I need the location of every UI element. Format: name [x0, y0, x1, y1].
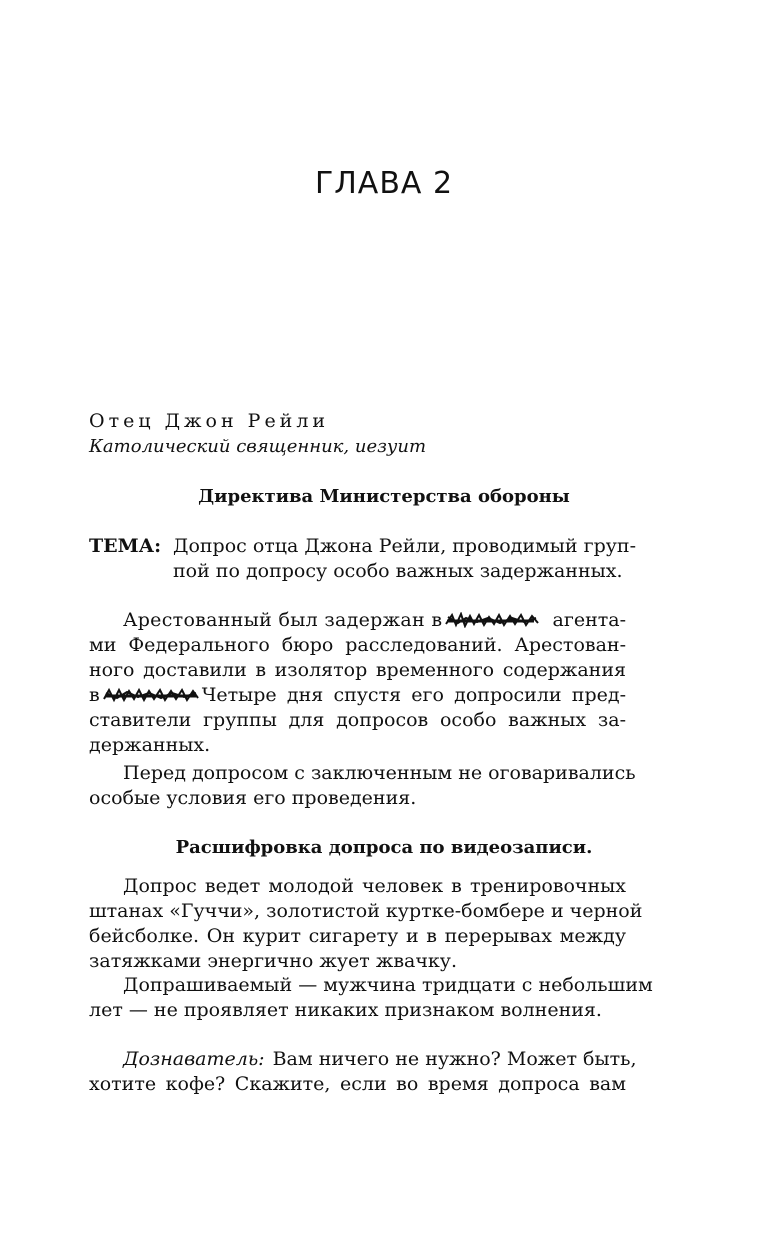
para1-line-4	[89, 684, 626, 706]
dialogue-line1-text: Вам ничего не нужно? Может быть,	[272, 1048, 637, 1070]
para1-line4-end: Четыре дня спустя его допросили пред-	[201, 684, 626, 706]
tema-line-2: пой по допросу особо важных задержанных.	[173, 560, 623, 582]
transcript-heading: Расшифровка допроса по видеозаписи.	[175, 837, 593, 858]
para1-line-2: ми Федерального бюро расследований. Арестован-	[89, 634, 626, 656]
para1-line-3: ного доставили в изолятор временного содержания	[89, 659, 626, 681]
para4-line-2: лет — не проявляет никаких признаком волнения.	[89, 999, 602, 1021]
para3-line-1: Допрос ведет молодой человек в тренировочных	[123, 875, 626, 897]
para1-line1-end: агента-	[552, 609, 626, 631]
para1-line1-start: Арестованный был задержан в	[123, 609, 443, 631]
tema-label: ТЕМА:	[89, 535, 162, 557]
dialogue-line-2: хотите кофе? Скажите, если во время допроса вам	[89, 1073, 626, 1095]
author-name: Отец Джон Рейли	[89, 410, 330, 432]
author-description: Католический священник, иезуит	[89, 436, 427, 457]
tema-text-1: Допрос отца Джона Рейли, проводимый груп-	[173, 535, 637, 557]
redaction-scribble	[444, 612, 540, 628]
directive-heading: Директива Министерства обороны	[198, 486, 570, 507]
para1-line-5: ставители группы для допросов особо важных за-	[89, 709, 626, 731]
para4-line-1: Допрашиваемый — мужчина тридцати с небольшим	[123, 974, 653, 996]
para1-line4-start: в	[89, 684, 100, 706]
tema-line-1	[89, 535, 637, 557]
para3-line-4: затяжками энергично жует жвачку.	[89, 950, 457, 972]
para1-line-1	[123, 609, 626, 631]
para2-line-1: Перед допросом с заключенным не оговаривались	[123, 762, 636, 784]
para3-line-3: бейсболке. Он курит сигарету и в перерывах между	[89, 925, 626, 947]
dialogue-speaker: Дознаватель:	[123, 1048, 265, 1070]
para3-line-2: штанах «Гуччи», золотистой куртке-бомбере и черной	[89, 900, 643, 922]
chapter-title: ГЛАВА 2	[314, 166, 454, 201]
dialogue-line-1	[123, 1048, 637, 1070]
redaction-scribble-2	[102, 687, 200, 703]
para1-line-6: держанных.	[89, 734, 211, 756]
para2-line-2: особые условия его проведения.	[89, 787, 417, 809]
